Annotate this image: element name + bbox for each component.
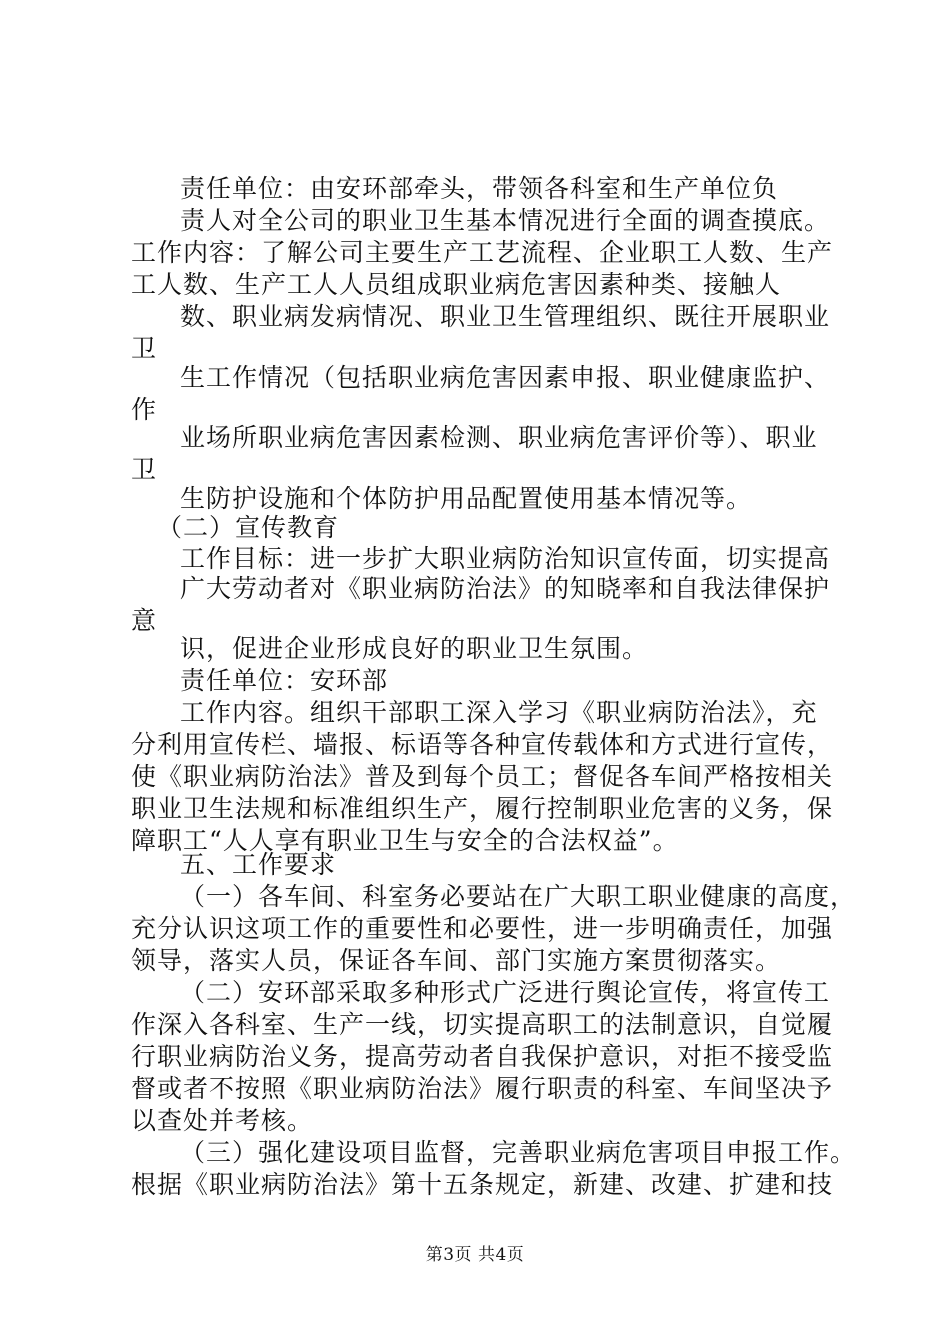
text-line: 督或者不按照《职业病防治法》履行职责的科室、车间坚决予 bbox=[131, 1074, 834, 1103]
text-line: 生防护设施和个体防护用品配置使用基本情况等。 bbox=[180, 484, 753, 513]
text-line: （一）各车间、科室务必要站在广大职工职业健康的高度， bbox=[180, 882, 857, 911]
text-line: 行职业病防治义务，提高劳动者自我保护意识，对拒不接受监 bbox=[131, 1042, 834, 1071]
text-line: 作深入各科室、生产一线，切实提高职工的法制意识，自觉履 bbox=[131, 1010, 834, 1039]
text-line: 工作内容。组织干部职工深入学习《职业病防治法》，充 bbox=[180, 698, 818, 727]
text-line: 使《职业病防治法》普及到每个员工；督促各车间严格按相关 bbox=[131, 762, 834, 791]
text-line: 广大劳动者对《职业病防治法》的知晓率和自我法律保护 bbox=[180, 574, 831, 603]
text-line: 职业卫生法规和标准组织生产，履行控制职业危害的义务，保 bbox=[131, 794, 834, 823]
text-line: 业场所职业病危害因素检测、职业病危害评价等）、职业 bbox=[180, 423, 818, 452]
text-line: 生工作情况（包括职业病危害因素申报、职业健康监护、 bbox=[180, 363, 831, 392]
text-line: 工作内容：了解公司主要生产工艺流程、企业职工人数、生产 bbox=[131, 238, 834, 267]
text-line: 工人数、生产工人人员组成职业病危害因素种类、接触人 bbox=[131, 270, 782, 299]
text-line: 充分认识这项工作的重要性和必要性，进一步明确责任，加强 bbox=[131, 914, 834, 943]
text-line: 领导，落实人员，保证各车间、部门实施方案贯彻落实。 bbox=[131, 946, 782, 975]
text-line: 分利用宣传栏、墙报、标语等各种宣传载体和方式进行宣传， bbox=[131, 730, 834, 759]
text-line: 责任单位：安环部 bbox=[180, 666, 389, 695]
page-number: 第3页 共4页 bbox=[425, 1245, 525, 1265]
text-line: 数、职业病发病情况、职业卫生管理组织、既往开展职业 bbox=[180, 302, 831, 331]
text-line: 根据《职业病防治法》第十五条规定，新建、改建、扩建和技 bbox=[131, 1170, 834, 1199]
text-line: 责任单位：由安环部牵头，带领各科室和生产单位负 bbox=[180, 174, 779, 203]
text-line: 识，促进企业形成良好的职业卫生氛围。 bbox=[180, 634, 649, 663]
text-line: 责人对全公司的职业卫生基本情况进行全面的调查摸底。 bbox=[180, 206, 831, 235]
text-line: （三）强化建设项目监督，完善职业病危害项目申报工作。 bbox=[180, 1138, 857, 1167]
text-line: 工作目标：进一步扩大职业病防治知识宣传面，切实提高 bbox=[180, 544, 831, 573]
text-line: 以查处并考核。 bbox=[131, 1106, 314, 1135]
text-line: 意 bbox=[131, 606, 158, 635]
section-heading: 五、工作要求 bbox=[180, 850, 337, 879]
section-heading: （二）宣传教育 bbox=[157, 513, 340, 542]
text-line: 作 bbox=[131, 395, 158, 424]
text-line: 障职工“人人享有职业卫生与安全的合法权益”。 bbox=[131, 826, 679, 855]
text-line: 卫 bbox=[131, 455, 158, 484]
text-line: （二）安环部采取多种形式广泛进行舆论宣传，将宣传工 bbox=[180, 978, 831, 1007]
text-line: 卫 bbox=[131, 334, 158, 363]
